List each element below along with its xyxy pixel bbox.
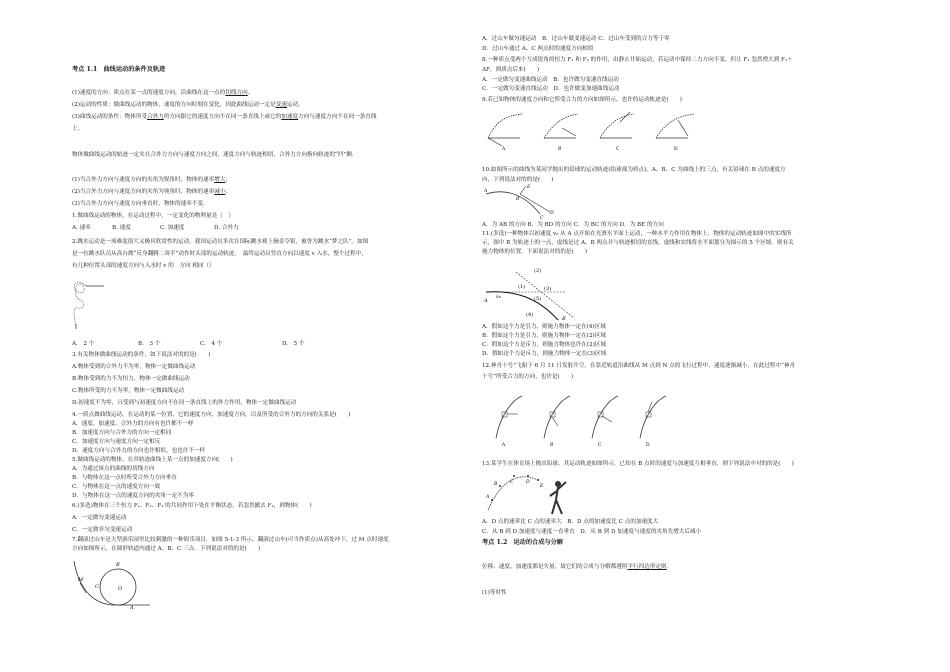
question-2-option-b: B. 3 个 [138,341,161,347]
question-3: 3.有关物体做曲线运动的条件，如下说法对的的是( ) [72,352,211,358]
region-3: (3) [544,286,552,292]
question-3-option-d: D.初速度不为零，且受到与初速度方向不在同一条直线上的外力作用，物体一定做曲线运动 [72,400,297,406]
q9-figure-a [488,114,522,150]
question-2-option-a: A. 2 个 [72,341,95,347]
question-12-line-1: 12.神舟十号”飞船于 6 月 11 日发射升空，在靠近轨道沿曲线从 M 点到 N 点的飞行过程中，速度逐渐减小，在此过程中“神舟 [482,363,796,369]
q9-label-d: D [674,147,678,150]
diver-trajectory-figure [72,274,112,330]
label-o: O [118,586,123,592]
q9-figure-c [600,112,634,150]
label-c: C [95,584,99,590]
region-1: (1) [518,284,526,290]
question-8-line-1: 8.一种质点受两个互成锐角的恒力 F₁ 和 F₂ 的作用，由静止开始运动，若运动中保持二力方向不变，但让 F₁ 忽然增大到 F₁＋ [482,57,793,63]
q9-figure-b [544,114,578,150]
label-b: B [116,562,120,568]
paragraph-velocity-direction: (1)速度的方向：质点在某一点的速度方向，沿曲线在这一点的切线方向。 [72,90,254,96]
roller-coaster-figure [72,555,152,615]
ramp-track [74,561,150,605]
question-1-option-b: B. 速度 [112,225,131,231]
question-1: 1.做曲线运动的物体，在运动过程中，一定变化的物理量是（ ） [72,213,234,219]
question-1-option-c: C. 加速度 [160,225,185,231]
question-13-figure [486,470,576,516]
region-2: (2) [534,268,542,274]
region-5: (5) [534,296,542,302]
question-9: 9.若已知物体的速度方向和它所受合力的方向如图所示，也许的运动轨迹是( ) [482,97,682,103]
question-5-option-c: C．与物体在这一点的速度方向一致 [72,484,161,490]
question-13: 13.某学生在体育场上抛出铅球，其运动轨迹如图所示．已知在 B 点时的速度与加速度互相垂直，则下列说法中对的的是( ) [482,461,794,467]
question-2-line-2: 是一位跳水队员从高台做“反身翻腾二周半”动作时头部的运动轨迹， 最终运动员竖直方向以速度 v 入水，整个过程中， [72,251,367,257]
question-1-option-d: D. 合外力 [214,225,239,231]
paragraph-simultaneity: (1)等时性 [482,590,507,596]
question-11-option-b: B．假如这个力是引力，则施力物体一定在(2)区域 [482,333,606,339]
question-10-options: A．为 AB 的方向 B．为 BD 的方向 C．为 BC 的方向 D．为 BE 的方向 [482,222,664,228]
question-6: 6.(多选)物体在三个恒力 F₁、F₂、F₃ 的共同作用下处在平衡状态，若忽然撤去 F₁，则物体( ) [72,503,312,509]
question-13-options-1: A．D 点的速率比 C 点的速率大 B．D 点的加速度比 C 点的加速度大 [482,519,659,525]
tangent-line [520,194,550,212]
question-10-line-2: 向，下列说法对的的是( ) [482,177,554,183]
question-3-option-b: B.物体受到的力不为恒力，物体一定做曲线运动 [72,376,190,382]
question-5-option-d: D．与物体在这一点的速度方向的夹角一定不为零 [72,493,194,499]
question-2-line-3: 有几种位置头部的速度方向与入水时 v 的 方向 相同（） [72,263,215,269]
question-4-option-b: B．加速度方向与合外力的方向一定相同 [72,430,172,436]
question-6-option-c: C．一定做非匀变速运动 [72,527,133,533]
q12-figure-b [544,396,570,446]
q12-label-a: A [502,443,506,446]
shot-trajectory [486,192,540,214]
question-9-figures [482,106,702,150]
question-8-options-1: A．一定做匀变速曲线运动 B．也许做匀变速直线运动 [482,77,619,83]
athlete-silhouette [550,481,566,514]
label-b: B [562,316,566,322]
q12-label-c: C [598,443,602,446]
question-8-line-2: ΔF，则质点后来( ) [482,67,540,73]
question-11-figure [482,262,582,322]
question-4-option-d: D．速度方向与合外力的方向也许相似，也也许不一样 [72,448,206,454]
fig10-label-b: B [516,197,520,202]
tangent-b [516,272,574,318]
paragraph-trajectory-rule: 物体做曲线运动的轨迹一定夹在合外力方向与速度方向之间，速度方向与轨迹相切，合外力方向指向轨迹的“凹”侧. [72,152,354,158]
question-11-option-c: C．假如这个力是斥力，则施力物体也许在(2)区域 [482,342,607,348]
case-acute-angle: (1)当合外力方向与速度方向的夹角为锐角时，物体的速率增大； [72,177,231,183]
fig13-label-c: C [510,480,514,485]
section-title-1-1: 考点 1.1 曲线运动的条件及轨迹 [72,66,166,73]
question-10-line-1: 10.如图所示的曲线为某同学抛出的铅球的运动轨迹(铅球视为质点)，A、B、C 为曲线上的三点，有关铅球在 B 点的速度方 [482,167,786,173]
paragraph-motion-condition-end: 上。 [72,126,84,132]
question-2-option-c: C. 4 个 [200,341,223,347]
fig10-label-a: A [484,189,488,194]
case-obtuse-angle: (2)当合外力方向与速度方向的夹角为钝角时，物体的速率减小； [72,189,231,195]
paragraph-vector-composition: 位移、速度、加速度都是矢量，故它们的合成与分解都遵照平行四边形定则。 [482,564,673,570]
q12-label-b: B [550,443,554,446]
question-2-line-1: 2.跳水运动是一项难度很大又极具欣赏性的运动，我国运动员多次在国际跳水赛上摘金夺银，被誉为跳水“梦之队”。如图 [72,239,369,245]
question-5: 5.做曲线运动的物体，在其轨迹曲线上某一点的加速度方向( ) [72,457,233,463]
fig13-label-b: B [494,482,498,487]
fig13-label-a: A [486,495,490,500]
question-7-line-1: 7.翻滚过山车是大型游乐园里比较刺激的一种娱乐项目．如图 5-1-3 所示，翻滚过山车(可当作质点)从高处冲下，过 M 点时速度 [72,537,389,543]
fig10-label-e: E [527,185,531,190]
head-trajectory-curve [74,282,86,326]
question-13-options-2: C．从 B 到 D 加速度与速度一直垂直 D．从 B 到 D 加速度与速度的夹角先增大后减小 [482,529,702,535]
question-11-line-2: 示，图中 B 为轨迹上的一点，虚线是过 A、B 两点并与轨迹相切的直线，虚线和实线将水平面划分为图示的 5 个区域．则有关 [482,240,794,246]
q12-figure-a [496,396,522,446]
direction-line [520,186,526,194]
fig13-label-e: E [540,484,544,489]
q12-figure-d [640,396,666,446]
question-11-line-3: 施力物体的位置，下面说法对的的是( ) [482,249,588,255]
q9-label-c: C [616,147,620,150]
label-m: M [78,577,84,583]
question-12-line-2: 十号”所受合力的方向，也许是( ) [482,374,574,380]
q12-figure-c [592,396,618,446]
region-4: (4) [526,312,534,318]
fig10-label-d: D [550,211,554,216]
fig10-label-c: C [540,216,544,220]
q12-label-d: D [646,443,650,446]
question-7-options-1: A．过山车做匀速运动 B．过山车做变速运动 C．过山车受到的合力等于零 [482,36,670,42]
fig13-label-d: D [526,480,530,485]
paragraph-motion-nature: (2)运动的性质：做曲线运动的物体，速度的方向时刻在变化，因此曲线运动一定是变速运动。 [72,102,304,108]
question-6-option-a: A．一定做匀变速运动 [72,515,127,521]
question-10-figure [482,184,572,220]
q9-figure-d [656,114,694,150]
question-4: 4.一质点做曲线运动，在运动的某一位置，它的速度方向、加速度方向，以及所受的合外力的方向的关系是( ) [72,412,351,418]
question-5-option-b: B．与物体在这一点时所受合外力方向垂直 [72,475,177,481]
label-a: A [130,605,134,611]
question-5-option-a: A．为通过该点的曲线的切线方向 [72,466,155,472]
question-7-options-2: D．过山车通过 A、C 两点时的速度方向相似 [482,46,594,52]
case-perpendicular: (3)当合外力方向与速度方向垂直时，物体的速率不变. [72,201,205,207]
velocity-arrow-m [80,583,86,593]
question-1-option-a: A. 速率 [72,225,91,231]
question-11-option-d: D．假如这个力是斥力，则施力物体一定在(3)区域 [482,351,607,357]
label-a: A [484,298,488,304]
question-7-line-2: 方向如图所示，在圆形轨道内通过 A、B、C 三点．下列说法对的的是( ) [72,546,261,552]
question-8-options-2: C．一定做匀变速直线运动 D．也许做变加速曲线运动 [482,86,620,92]
label-v0: v₀ [496,294,501,300]
question-11-option-a: A．假如这个力是引力，则施力物体一定在(4)区域 [482,324,606,330]
q9-label-a: A [502,147,506,150]
question-3-option-c: C.物体所受的力不为零，物体一定做曲线运动 [72,388,185,394]
q9-label-b: B [558,147,562,150]
section-title-1-2: 考点 1.2 运动的合成与分解 [482,539,563,546]
question-12-figures [492,386,682,446]
question-2-option-d: D. 5 个 [282,341,305,347]
question-11-line-1: 11.(多选)一种物体以初速度 v₀ 从 A 点开始在光滑水平面上运动，一种水平力作用在物体上，物体的运动轨迹如图中的实线所 [482,231,792,237]
question-4-option-a: A．速度、加速度、合外力的方向有也许都不一样 [72,421,194,427]
question-4-option-c: C．加速度方向与速度方向一定相反 [72,439,161,445]
question-3-option-a: A.物体受到的合外力不为零，物体一定做曲线运动 [72,364,196,370]
paragraph-motion-condition: (3)曲线运动的条件：物体所受合外力的方向跟它的速度方向不在同一条直线上或它的加速度方向与速度方向不在同一条直线 [72,114,377,120]
